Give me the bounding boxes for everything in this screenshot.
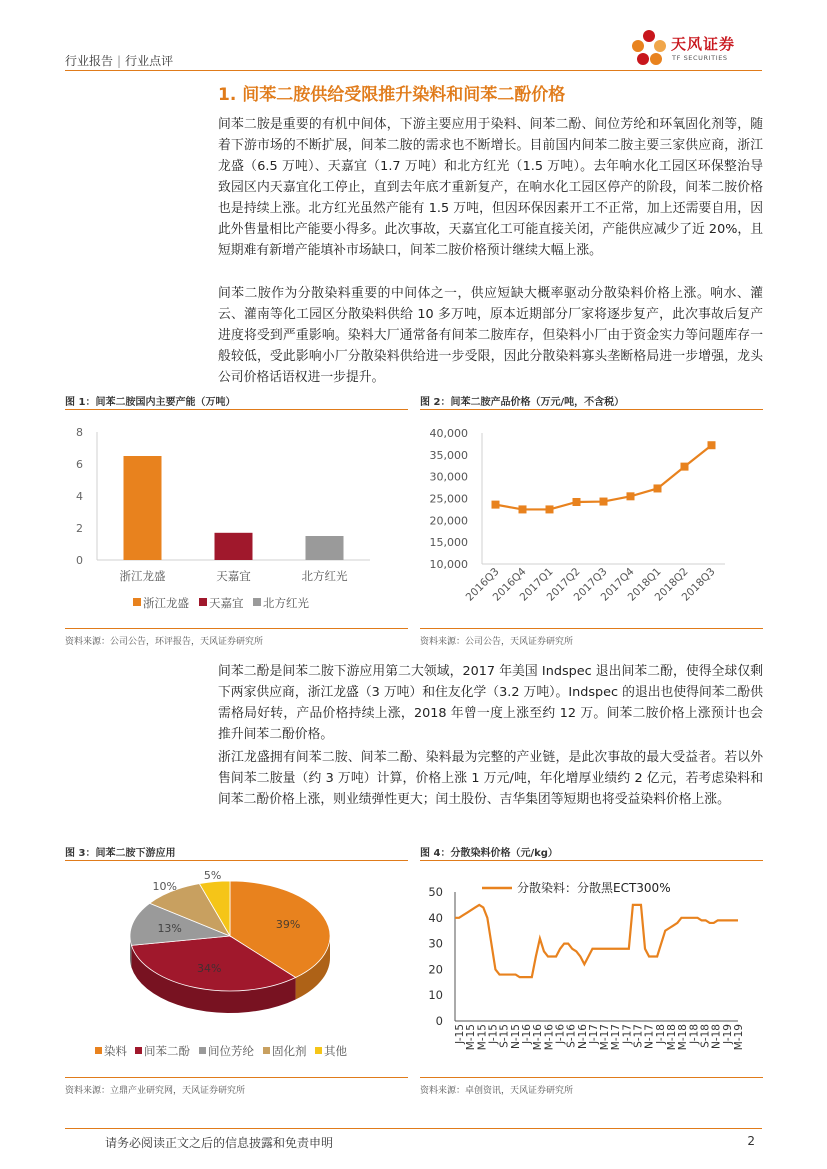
c4-y-tick-label: 30 (428, 936, 443, 951)
c2-point-7 (681, 463, 689, 471)
c3-legend-label-3: 固化剂 (272, 1044, 307, 1058)
c2-x-tick-label: 2018Q3 (679, 565, 718, 604)
figure-1-bottom-rule (65, 628, 408, 629)
figure-4-bottom-rule (420, 1077, 763, 1078)
c1-legend-swatch-2 (253, 598, 261, 606)
paragraph-resorcinol: 间苯二酚是间苯二胺下游应用第二大领域，2017 年美国 Indspec 退出间苯二酚，使得全球仅剩下两家供应商，浙江龙盛（3 万吨）和住友化学（3.2 万吨）。Indspec 的退出也使得间苯二酚供需格局好转，产品价格持续上涨，2018 年曾一度上涨至约 12 万。间苯二胺价格上涨预计也会推升间苯二酚价格。 (218, 664, 763, 742)
c1-y-tick-label: 4 (76, 490, 83, 503)
figure-3-top-rule (65, 860, 408, 861)
c4-x-tick-label: S-15 (498, 1024, 511, 1048)
breadcrumb-separator: | (117, 54, 122, 68)
section-title: 1. 间苯二胺供给受限推升染料和间苯二酚价格 (218, 85, 566, 105)
c4-x-tick-label: M-18 (677, 1024, 690, 1051)
paragraph-supply: 间苯二胺是重要的有机中间体，下游主要应用于染料、间苯二酚、间位芳纶和环氧固化剂等，随着下游市场的不断扩展，间苯二胺的需求也不断增长。目前国内间苯二胺主要三家供应商，浙江龙盛（6.5 万吨）、天嘉宜（1.7 万吨）和北方红光（1.5 万吨）。去年响水化工园区环保整治导致园区内天嘉宜化工停止，直到去年底才重新复产，在响水化工园区停产的阶段，间苯二胺价格也是持续上涨。北方红光虽然产能有 1.5 万吨，但因环保因素开工不正常，加上还需要自用，因此外售量相比产能要小得多。此次事故，天嘉宜化工可能直接关闭，产能供应减少了近 20%，且短期难有新增产能填补市场缺口，间苯二胺价格预计继续大幅上涨。 (218, 117, 763, 258)
figure-3-pie-chart (65, 866, 408, 1071)
c1-y-tick-label: 6 (76, 458, 83, 471)
figure-2-line-chart (420, 418, 763, 623)
figure-1-title: 图 1：间苯二胺国内主要产能（万吨） (65, 397, 236, 408)
c2-point-5 (627, 492, 635, 500)
figure-2-source: 资料来源：公司公告，天风证券研究所 (420, 637, 574, 647)
c3-legend-swatch-4 (315, 1047, 322, 1054)
c2-point-1 (519, 505, 527, 513)
c4-x-tick-label: S-16 (565, 1024, 578, 1048)
c3-legend-label-4: 其他 (324, 1044, 347, 1058)
c2-y-tick-label: 30,000 (429, 470, 468, 484)
c4-x-tick-label: J-17 (587, 1024, 600, 1044)
c3-value-label-3: 10% (152, 879, 177, 893)
c2-x-tick-label: 2016Q3 (463, 565, 502, 604)
figure-4-source: 资料来源：卓创资讯，天风证券研究所 (420, 1086, 574, 1096)
c3-legend-swatch-2 (199, 1047, 206, 1054)
report-breadcrumb (65, 52, 173, 69)
c3-value-label-4: 5% (203, 869, 222, 883)
figure-4-title: 图 4：分散染料价格（元/kg） (420, 848, 558, 859)
footer-disclaimer: 请务必阅读正文之后的信息披露和免责申明 (105, 1136, 334, 1150)
c1-legend-label-1: 天嘉宜 (209, 596, 244, 610)
c4-x-tick-label: M-19 (733, 1024, 745, 1051)
figure-2-top-rule (420, 409, 763, 410)
c1-bar-0 (124, 456, 162, 560)
c4-x-tick-label: N-15 (509, 1024, 522, 1050)
c3-legend-label-2: 间位芳纶 (208, 1044, 254, 1058)
report-category: 行业报告 (65, 54, 114, 68)
c4-x-tick-label: M-17 (610, 1024, 623, 1051)
footer-divider (65, 1128, 762, 1129)
c4-x-tick-label: J-16 (554, 1024, 567, 1044)
c1-legend-label-0: 浙江龙盛 (143, 596, 189, 610)
c4-x-tick-label: J-18 (688, 1024, 701, 1044)
c4-x-tick-label: N-17 (643, 1024, 656, 1050)
c3-legend-label-1: 间苯二酚 (144, 1044, 190, 1058)
figure-2-bottom-rule (420, 628, 763, 629)
c4-x-tick-label: J-15 (454, 1024, 466, 1044)
c4-x-tick-label: M-15 (476, 1024, 489, 1051)
c4-x-tick-label: J-16 (520, 1024, 533, 1044)
c4-y-tick-label: 10 (428, 988, 443, 1003)
c2-point-0 (492, 501, 500, 509)
figure-3-source: 资料来源：立鼎产业研究网，天风证券研究所 (65, 1086, 246, 1096)
c2-y-tick-label: 25,000 (429, 492, 468, 506)
c2-x-tick-label: 2017Q1 (517, 565, 556, 604)
c4-x-tick-label: M-17 (599, 1024, 612, 1051)
c1-bar-2 (306, 536, 344, 560)
c1-bar-1 (215, 533, 253, 560)
c2-x-tick-label: 2018Q2 (652, 565, 691, 604)
c4-x-tick-label: J-17 (621, 1024, 634, 1044)
c2-y-tick-label: 35,000 (429, 448, 468, 462)
c1-y-tick-label: 8 (76, 426, 83, 439)
c1-x-tick-label: 浙江龙盛 (119, 569, 166, 583)
c4-y-tick-label: 40 (428, 910, 443, 925)
c3-value-label-0: 39% (275, 918, 301, 932)
page-number: 2 (747, 1134, 755, 1148)
c4-y-tick-label: 0 (435, 1014, 443, 1028)
c4-x-tick-label: J-19 (721, 1024, 734, 1044)
logo-text: 天风证券 (671, 35, 736, 53)
c1-y-tick-label: 2 (76, 522, 83, 535)
c2-y-tick-label: 40,000 (429, 427, 468, 440)
c4-x-tick-label: N-18 (710, 1024, 723, 1050)
c2-x-tick-label: 2018Q1 (625, 565, 664, 604)
report-subcategory: 行业点评 (125, 54, 174, 68)
c4-x-tick-label: M-18 (666, 1024, 679, 1051)
c4-y-tick-label: 20 (428, 962, 443, 977)
figure-1-bar-chart (65, 418, 408, 623)
logo-flower-icon (629, 27, 669, 69)
c4-price-line (455, 905, 738, 977)
c2-x-tick-label: 2017Q3 (571, 565, 610, 604)
figure-1-top-rule (65, 409, 408, 410)
tf-securities-logo (629, 27, 759, 69)
c4-x-tick-label: M-16 (532, 1024, 545, 1051)
c2-y-tick-label: 20,000 (429, 514, 468, 528)
c4-x-tick-label: N-16 (576, 1024, 589, 1050)
c2-y-tick-label: 10,000 (429, 558, 468, 571)
c4-x-tick-label: M-16 (543, 1024, 556, 1051)
c3-value-label-1: 34% (196, 962, 222, 976)
c4-x-tick-label: S-17 (632, 1024, 645, 1048)
c3-legend-label-0: 染料 (104, 1044, 127, 1058)
c1-x-tick-label: 北方红光 (301, 569, 348, 583)
c1-legend-label-2: 北方红光 (263, 596, 309, 610)
paragraph-dye-impact: 间苯二胺作为分散染料重要的中间体之一，供应短缺大概率驱动分散染料价格上涨。响水、灌云、灌南等化工园区分散染料供给 10 多万吨，原本近期部分厂家将逐步复产，此次事故后复产进度将受到严重影响。染料大厂通常备有间苯二胺库存，但染料小厂由于资金实力等问题库存一般较低，受此影响小厂分散染料供给进一步受限，因此分散染料寡头垄断格局进一步增强，龙头公司价格话语权进一步提升。 (218, 286, 763, 385)
c1-y-tick-label: 0 (76, 554, 83, 567)
figure-4-line-chart (420, 866, 763, 1074)
c4-x-tick-label: M-15 (465, 1024, 478, 1051)
c3-value-label-2: 13% (157, 922, 182, 936)
c3-legend-swatch-3 (263, 1047, 270, 1054)
c2-x-tick-label: 2017Q4 (598, 565, 637, 604)
logo-subtext: TF SECURITIES (672, 54, 728, 62)
figure-3-bottom-rule (65, 1077, 408, 1078)
c2-point-6 (654, 484, 662, 492)
c4-legend-label: 分散染料：分散黑ECT300% (517, 881, 671, 895)
c1-legend-swatch-0 (133, 598, 141, 606)
paragraph-beneficiary: 浙江龙盛拥有间苯二胺、间苯二酚、染料最为完整的产业链，是此次事故的最大受益者。若以外售间苯二胺量（约 3 万吨）计算，价格上涨 1 万元/吨，年化增厚业绩约 2 亿元，若考虑染料和间苯二酚价格上涨，则业绩弹性更大；闰土股份、吉华集团等短期也将受益染料价格上涨。 (218, 750, 763, 807)
c4-x-tick-label: S-18 (699, 1024, 712, 1048)
c2-point-8 (708, 441, 716, 449)
c1-legend-swatch-1 (199, 598, 207, 606)
c2-point-4 (600, 498, 608, 506)
c2-x-tick-label: 2017Q2 (544, 565, 583, 604)
c2-y-tick-label: 15,000 (429, 536, 468, 550)
figure-4-top-rule (420, 860, 763, 861)
c4-y-tick-label: 50 (428, 885, 443, 899)
c3-legend-swatch-1 (135, 1047, 142, 1054)
c2-x-tick-label: 2016Q4 (490, 565, 529, 604)
figure-2-title: 图 2：间苯二胺产品价格（万元/吨，不含税） (420, 397, 625, 408)
figure-3-title: 图 3：间苯二胺下游应用 (65, 848, 176, 859)
c4-x-tick-label: J-18 (654, 1024, 667, 1044)
c3-legend-swatch-0 (95, 1047, 102, 1054)
header-divider (65, 70, 762, 71)
figure-1-source: 资料来源：公司公告，环评报告，天风证券研究所 (65, 637, 264, 647)
c2-point-2 (546, 505, 554, 513)
c1-x-tick-label: 天嘉宜 (216, 569, 251, 583)
c2-point-3 (573, 498, 581, 506)
c4-x-tick-label: J-15 (487, 1024, 500, 1044)
